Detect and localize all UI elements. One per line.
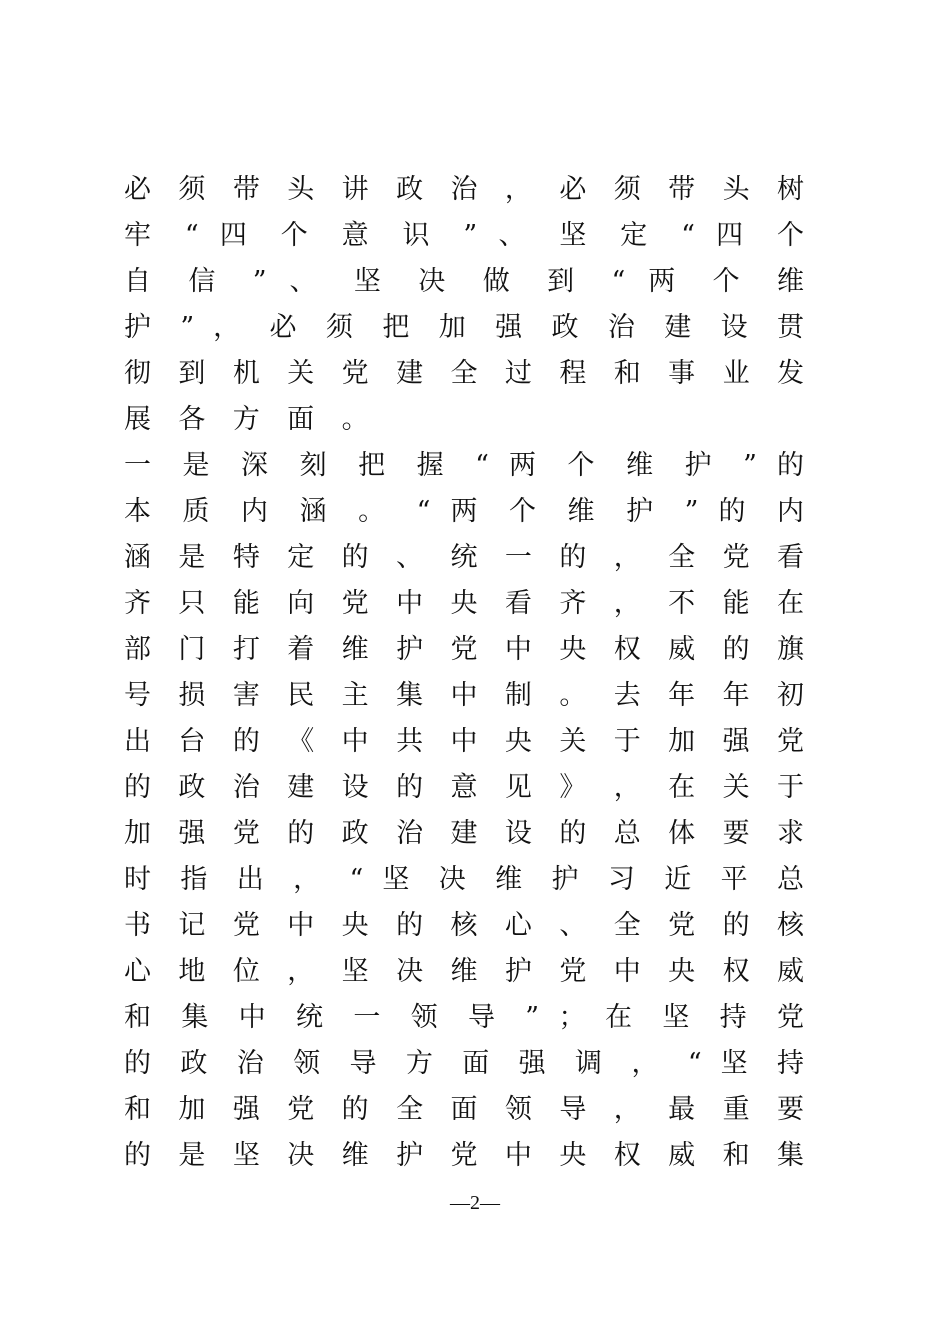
- text-line: 加 强 党 的 政 治 建 设 的 总 体 要 求: [124, 818, 804, 849]
- text-line: 的 是 坚 决 维 护 党 中 央 权 威 和 集: [124, 1140, 804, 1171]
- text-line: 出 台 的 《 中 共 中 央 关 于 加 强 党: [124, 726, 804, 757]
- text-line: 本 质 内 涵 。 “ 两 个 维 护 ” 的 内: [124, 496, 804, 527]
- text-line: 和 集 中 统 一 领 导 ” ； 在 坚 持 党: [124, 1002, 804, 1033]
- text-line: 时 指 出 ， “ 坚 决 维 护 习 近 平 总: [124, 864, 804, 895]
- text-line: 和 加 强 党 的 全 面 领 导 ， 最 重 要: [124, 1094, 804, 1125]
- text-line: 彻 到 机 关 党 建 全 过 程 和 事 业 发: [124, 358, 804, 389]
- text-line-last: 展 各 方 面 。: [124, 404, 369, 435]
- text-line: 的 政 治 建 设 的 意 见 》 ， 在 关 于: [124, 772, 804, 803]
- text-line: 护 ” ， 必 须 把 加 强 政 治 建 设 贯: [124, 312, 804, 343]
- text-line: 部 门 打 着 维 护 党 中 央 权 威 的 旗: [124, 634, 804, 665]
- text-line: 一 是 深 刻 把 握 “ 两 个 维 护 ” 的: [124, 450, 804, 481]
- text-line: 书 记 党 中 央 的 核 心 、 全 党 的 核: [124, 910, 804, 941]
- text-line: 心 地 位 ， 坚 决 维 护 党 中 央 权 威: [124, 956, 804, 987]
- text-line: 牢 “ 四 个 意 识 ” 、 坚 定 “ 四 个: [124, 220, 804, 251]
- text-line: 自 信 ” 、 坚 决 做 到 “ 两 个 维: [124, 266, 804, 297]
- text-line: 齐 只 能 向 党 中 央 看 齐 ， 不 能 在: [124, 588, 804, 619]
- text-line: 涵 是 特 定 的 、 统 一 的 ， 全 党 看: [124, 542, 804, 573]
- text-line: 号 损 害 民 主 集 中 制 。 去 年 年 初: [124, 680, 804, 711]
- text-line: 的 政 治 领 导 方 面 强 调 ， “ 坚 持: [124, 1048, 804, 1079]
- page-number: —2—: [450, 1192, 500, 1214]
- text-line: 必 须 带 头 讲 政 治 ， 必 须 带 头 树: [124, 174, 804, 205]
